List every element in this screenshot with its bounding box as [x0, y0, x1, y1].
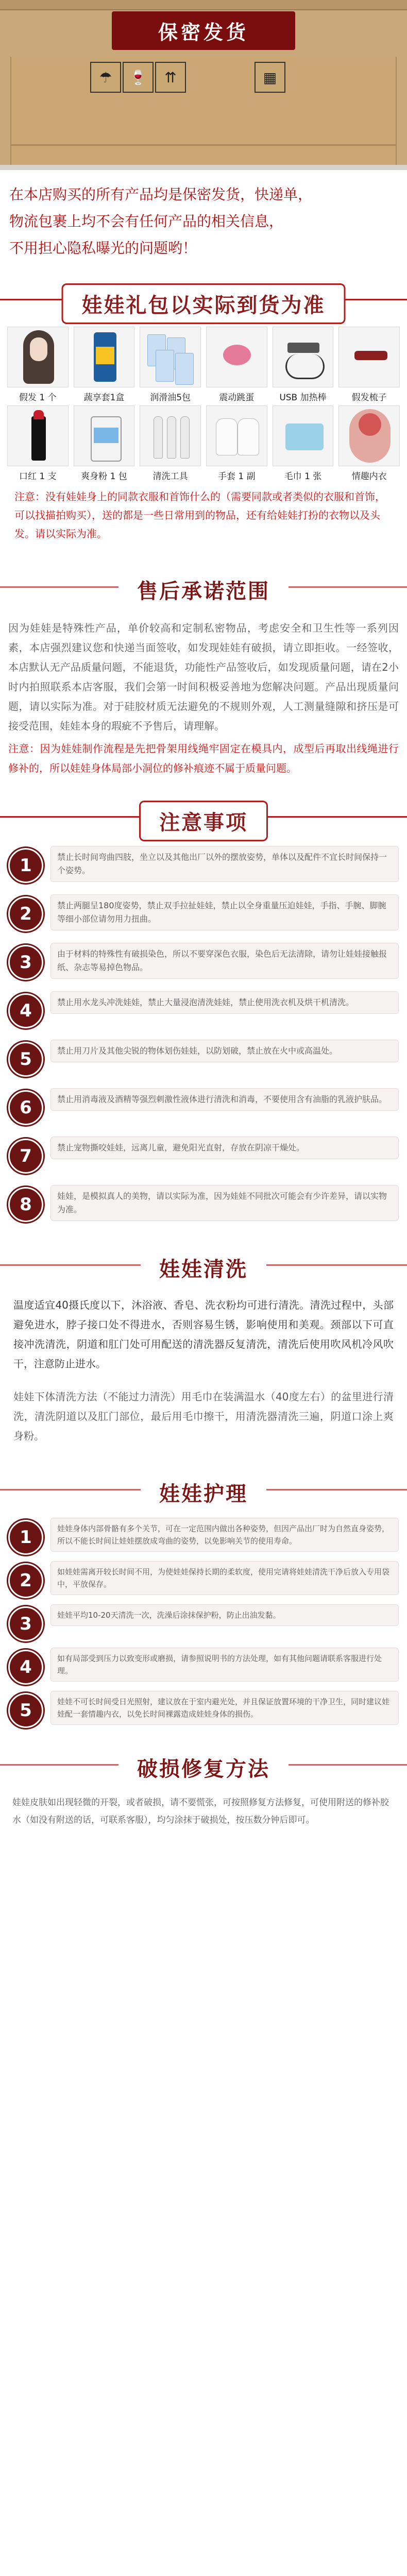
note-item: [8, 894, 399, 938]
gift-item-label: 震动跳蛋: [219, 393, 255, 403]
gift-item: [206, 405, 267, 480]
cleaning-body: [0, 1289, 407, 1446]
box-shadow: [0, 165, 407, 170]
repair-body: 娃娃皮肤如出现轻微的开裂，或者破损，请不要慌张，可按照修复方法修复，可使用附送的修补胶水（如没有附送的话，可联系客服），均匀涂抹于破损处，按压数分钟后即可。: [12, 1798, 389, 1825]
confidential-shipping-title: 保密发货: [112, 11, 295, 50]
notice-line-1: 在本店购买的所有产品均是保密发货，快递单，: [9, 186, 313, 203]
gift-item-label: 假发 1 个: [19, 393, 57, 403]
wig-icon: [7, 327, 69, 387]
note-number: 7: [8, 1139, 43, 1174]
gift-item: [273, 327, 334, 401]
care-number: 2: [8, 1563, 43, 1598]
note-text: 禁止两腿呈180度姿势，禁止双手拉扯娃娃，禁止以全身重量压迫娃娃，手指、手腕、脚腕等细小部位请勿用力扭曲。: [50, 894, 399, 930]
gift-item-label: 蔬享套1盒: [83, 393, 125, 403]
box-seam: [11, 144, 396, 146]
note-number: 1: [8, 848, 43, 883]
cleaning-title: 娃娃清洗: [141, 1249, 266, 1286]
gift-item: [338, 405, 400, 480]
lubricant-sachet-icon: [140, 327, 201, 387]
gift-item: [74, 405, 135, 480]
note-number: 6: [8, 1090, 43, 1125]
care-number: 4: [8, 1650, 43, 1685]
note-number: 3: [8, 945, 43, 980]
repair-title: 破损修复方法: [118, 1749, 289, 1786]
title-ribbon: [0, 11, 407, 50]
gift-item: [338, 327, 400, 401]
fragile-glass-icon: 🍷: [123, 62, 154, 93]
care-text: 娃娃身体内部骨骼有多个关节，可在一定范围内做出各种姿势，但因产品出厂时为自然直身姿势，所以不能长时间让娃娃摆放成弯曲的姿势，以免影响关节的使用寿命。: [50, 1518, 399, 1552]
care-item: [8, 1691, 399, 1728]
after-sales-header: [0, 564, 407, 611]
note-number: 2: [8, 896, 43, 931]
note-text: 禁止用水龙头冲洗娃娃，禁止大量浸泡清洗娃娃，禁止使用洗衣机及烘干机清洗。: [50, 991, 399, 1014]
vibrating-egg-icon: [206, 327, 267, 387]
box-flap: [0, 0, 407, 10]
care-item: [8, 1561, 399, 1598]
gift-item-label: 润滑油5包: [150, 393, 191, 403]
privacy-notice: [0, 170, 407, 267]
note-item: [8, 1040, 399, 1083]
umbrella-icon: ☂: [90, 62, 121, 93]
lingerie-icon: [338, 405, 400, 466]
note-item: [8, 846, 399, 889]
note-number: 5: [8, 1042, 43, 1077]
notes-header: [0, 793, 407, 841]
gift-grid: [7, 327, 400, 480]
gift-item-label: 假发梳子: [351, 393, 387, 403]
note-item: [8, 1185, 399, 1228]
gift-item-label: USB 加热棒: [279, 393, 327, 403]
care-number: 3: [8, 1606, 43, 1641]
care-header: [0, 1466, 407, 1514]
note-item: [8, 943, 399, 986]
gift-item: [7, 405, 69, 480]
up-arrows-icon: ⇈: [155, 62, 186, 93]
gift-item-label: 清洗工具: [152, 471, 188, 482]
gift-item: [140, 327, 201, 401]
care-number: 1: [8, 1520, 43, 1555]
gift-item-label: 毛巾 1 张: [284, 471, 322, 482]
gift-header: [0, 276, 407, 324]
gift-item-label: 手套 1 副: [218, 471, 256, 482]
comb-icon: [338, 327, 400, 387]
notes-title: 注意事项: [139, 801, 268, 841]
gift-item-label: 口红 1 支: [19, 471, 57, 482]
gift-item: [273, 405, 334, 480]
gift-item: [206, 327, 267, 401]
note-number: 4: [8, 993, 43, 1028]
gift-item: [140, 405, 201, 480]
care-item: [8, 1648, 399, 1685]
gift-item-label: 爽身粉 1 包: [81, 471, 127, 482]
box-stack-icon: ▦: [255, 62, 285, 93]
notice-line-2: 物流包裹上均不会有任何产品的相关信息，: [9, 213, 284, 230]
cleaning-paragraph-2: 娃娃下体清洗方法（不能过力清洗）用毛巾在装满温水（40度左右）的盆里进行清洗，清洗阴道以及肛门部位，最后用毛巾擦干，用清洗器清洗三遍，阴道口涂上爽身粉。: [13, 1391, 394, 1442]
after-sales-title: 售后承诺范围: [118, 571, 289, 608]
care-text: 如娃娃需离开较长时间不用，为使娃娃保持长期的柔软度，使用完请将娃娃清洗干净后放入专用袋中，平放保存。: [50, 1561, 399, 1595]
note-text: 禁止用刀片及其他尖锐的物体划伤娃娃，以防划破，禁止放在火中或高温处。: [50, 1040, 399, 1062]
after-sales-paragraph: 因为娃娃是特殊性产品，单价较高和定制私密物品，考虑安全和卫生性等一系列因素，本店强烈建议您和快递当面签收，如发现娃娃有破损，请立即拒收。一经签收，本店默认无产品质量问题，不能退货，功能性产品签收后，如发现质量问题，请在2小时内拍照联系本店客服，我们会第一时间积极妥善地为您解决问题。产品出现质量问题，请以实际为准。对于硅胶材质无法避免的不规则外观，人工测量缝隙和挤压是可接受范围，娃娃本身的瑕疵不予售后，请理解。: [8, 622, 399, 732]
cleaning-paragraph-1: 温度适宜40摄氏度以下，沐浴液、香皂、洗衣粉均可进行清洗。清洗过程中，头部避免进水，脖子接口处不得进水，否则容易生锈，影响使用和美观。颈部以下可直接冲洗清洗，阴道和肛门处可用配送的清洗器反复清洗，清洗后使用吹风机冷风吹干，注意防止进水。: [13, 1299, 394, 1370]
cleaning-header: [0, 1242, 407, 1289]
after-sales-body: [0, 611, 407, 778]
note-item: [8, 1137, 399, 1180]
usb-heater-icon: [273, 327, 334, 387]
care-title: 娃娃护理: [141, 1473, 266, 1511]
note-text: 禁止长时间弯曲四肢，坐立以及其他出厂以外的摆放姿势，单体以及配件不宜长时间保持一个姿势。: [50, 846, 399, 882]
note-text: 禁止宠物撕咬娃娃，远离儿童，避免阳光直射，存放在阴凉干燥处。: [50, 1137, 399, 1159]
care-list: [0, 1514, 407, 1728]
note-item: [8, 991, 399, 1035]
gift-title: 娃娃礼包以实际到货为准: [62, 283, 346, 324]
note-text: 禁止用消毒液及酒精等强烈刺激性液体进行清洗和消毒，不要使用含有油脂的乳液护肤品。: [50, 1088, 399, 1111]
repair-header: [0, 1741, 407, 1789]
care-item: [8, 1604, 399, 1641]
note-item: [8, 1088, 399, 1131]
lipstick-icon: [7, 405, 69, 466]
note-number: 8: [8, 1187, 43, 1222]
spray-can-icon: [74, 327, 135, 387]
care-text: 如有局部受到压力以致变形或磨损，请参照说明书的方法处理，如有其他问题请联系客服进行处理。: [50, 1648, 399, 1682]
notes-list: [0, 841, 407, 1228]
powder-jar-icon: [74, 405, 135, 466]
note-text: 由于材料的特殊性有破损染色，所以不要穿深色衣服，染色后无法清除，请勿让娃娃接触报纸、杂志等易掉色物品。: [50, 943, 399, 979]
after-sales-warning: 注意：因为娃娃制作流程是先把骨架用线绳牢固定在模具内，成型后再取出线绳进行修补的，所以娃娃身体局部小洞位的修补痕迹不属于质量问题。: [8, 742, 399, 774]
shipping-box-banner: [0, 0, 407, 170]
care-number: 5: [8, 1693, 43, 1728]
box-symbols: [90, 62, 287, 93]
care-text: 娃娃不可长时间受日光照射，建议放在于室内避光处，并且保证放置环境的干净卫生，同时建议娃娃配一套情趣内衣，以免长时间裸露造成娃娃身体的损伤。: [50, 1691, 399, 1725]
gift-item: [74, 327, 135, 401]
gift-item-label: 情趣内衣: [351, 471, 387, 482]
notice-line-3: 不用担心隐私曝光的问题哟！: [9, 240, 197, 257]
gift-note: 注意：没有娃娃身上的同款衣服和首饰什么的（需要同款或者类似的衣服和首饰，可以找描拍购买），送的都是一些日常用到的物品，还有给娃娃打扮的衣物以及头发。请以实际为准。: [14, 490, 385, 540]
care-text: 娃娃平均10-20天清洗一次，洗澡后涂抹保护粉，防止出油发黏。: [50, 1604, 399, 1626]
care-item: [8, 1518, 399, 1555]
towel-icon: [273, 405, 334, 466]
gift-item: [7, 327, 69, 401]
cleaning-tool-icon: [140, 405, 201, 466]
note-text: 娃娃，是模拟真人的美物，请以实际为准，因为娃娃不同批次可能会有少许差异，请以实物为准。: [50, 1185, 399, 1221]
gift-grid-section: [0, 324, 407, 543]
gloves-icon: [206, 405, 267, 466]
